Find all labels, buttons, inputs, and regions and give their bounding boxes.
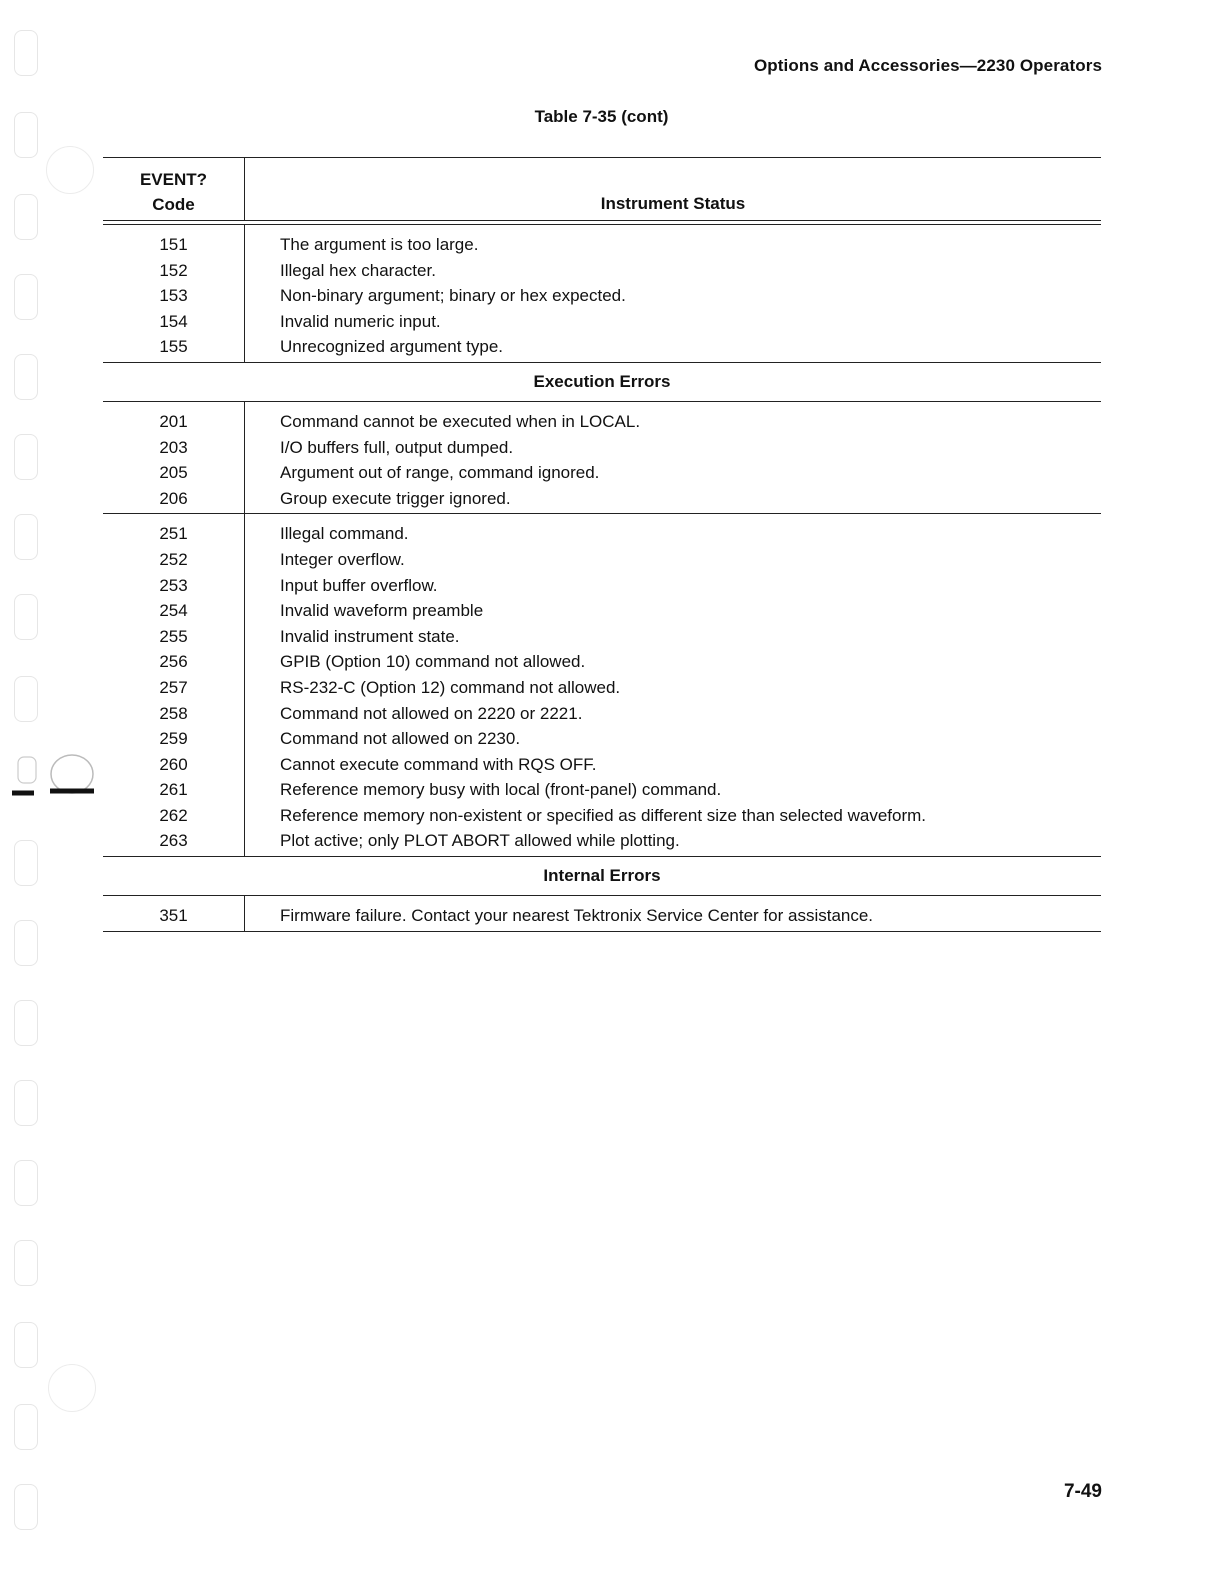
status-cell-column — [245, 402, 1101, 513]
status-cell-column — [245, 896, 1101, 931]
status-description: Command cannot be executed when in LOCAL. — [280, 411, 641, 431]
section-heading: Internal Errors — [103, 857, 1101, 896]
code-cell-column — [103, 896, 245, 931]
status-description: Argument out of range, command ignored. — [280, 463, 600, 483]
event-code-table — [103, 157, 1101, 932]
status-description: Command not allowed on 2220 or 2221. — [280, 703, 583, 723]
code-cell-column — [103, 225, 245, 362]
status-description: Illegal hex character. — [280, 260, 436, 280]
running-head: Options and Accessories—2230 Operators — [753, 56, 1102, 75]
event-code: 201 — [159, 411, 188, 431]
table-header — [103, 157, 1101, 221]
event-code: 153 — [159, 286, 188, 306]
event-code: 259 — [159, 729, 188, 749]
event-code: 154 — [159, 311, 188, 331]
table-body — [103, 225, 1101, 932]
row-group — [103, 514, 1101, 857]
hole-punch-mark — [12, 752, 94, 802]
event-code: 203 — [159, 437, 188, 457]
row-group — [103, 896, 1101, 932]
event-code: 261 — [159, 780, 188, 800]
status-description: Invalid numeric input. — [280, 311, 441, 331]
code-header-line1: EVENT? — [139, 170, 208, 189]
event-code: 253 — [159, 575, 188, 595]
status-description: Command not allowed on 2230. — [280, 729, 521, 749]
event-code: 254 — [159, 601, 188, 621]
table-title: Table 7-35 (cont) — [534, 107, 669, 126]
status-description: Reference memory busy with local (front-panel) command. — [280, 780, 722, 800]
event-code: 152 — [159, 260, 188, 280]
status-description: RS-232-C (Option 12) command not allowed. — [280, 677, 621, 697]
event-code: 258 — [159, 703, 188, 723]
status-column-header: Instrument Status — [600, 194, 746, 213]
event-code: 206 — [159, 488, 188, 508]
status-description: The argument is too large. — [280, 235, 479, 254]
status-cell-column — [245, 225, 1101, 362]
event-code: 252 — [159, 549, 188, 569]
row-group — [103, 225, 1101, 363]
row-group — [103, 402, 1101, 514]
code-header-line2: Code — [152, 195, 195, 214]
event-code: 257 — [159, 677, 188, 697]
event-code: 151 — [159, 235, 188, 254]
event-code: 155 — [159, 337, 188, 357]
event-code: 260 — [159, 754, 188, 774]
event-code: 351 — [159, 906, 188, 926]
section-heading: Execution Errors — [103, 363, 1101, 402]
event-code: 256 — [159, 652, 188, 672]
page-number: 7-49 — [1063, 1481, 1102, 1502]
status-cell-column — [245, 514, 1101, 856]
status-description: I/O buffers full, output dumped. — [280, 437, 514, 457]
event-code: 251 — [159, 524, 188, 544]
status-description: Plot active; only PLOT ABORT allowed while plotting. — [280, 831, 680, 851]
status-description: Illegal command. — [280, 524, 409, 544]
event-code: 205 — [159, 463, 188, 483]
event-code: 255 — [159, 626, 188, 646]
status-description: Integer overflow. — [280, 549, 405, 569]
code-cell-column — [103, 514, 245, 856]
status-description: Reference memory non-existent or specified as different size than selected waveform. — [280, 805, 926, 825]
code-column-header — [103, 158, 245, 220]
status-description: Input buffer overflow. — [280, 575, 438, 595]
code-cell-column — [103, 402, 245, 513]
status-description: GPIB (Option 10) command not allowed. — [280, 652, 586, 672]
status-description: Firmware failure. Contact your nearest Tektronix Service Center for assistance. — [280, 906, 874, 926]
status-description: Cannot execute command with RQS OFF. — [280, 754, 597, 774]
status-description: Group execute trigger ignored. — [280, 488, 511, 508]
status-description: Invalid waveform preamble — [280, 601, 484, 621]
status-description: Invalid instrument state. — [280, 626, 460, 646]
status-description: Non-binary argument; binary or hex expected. — [280, 286, 626, 306]
event-code: 262 — [159, 805, 188, 825]
status-description: Unrecognized argument type. — [280, 337, 504, 357]
event-code: 263 — [159, 831, 188, 851]
